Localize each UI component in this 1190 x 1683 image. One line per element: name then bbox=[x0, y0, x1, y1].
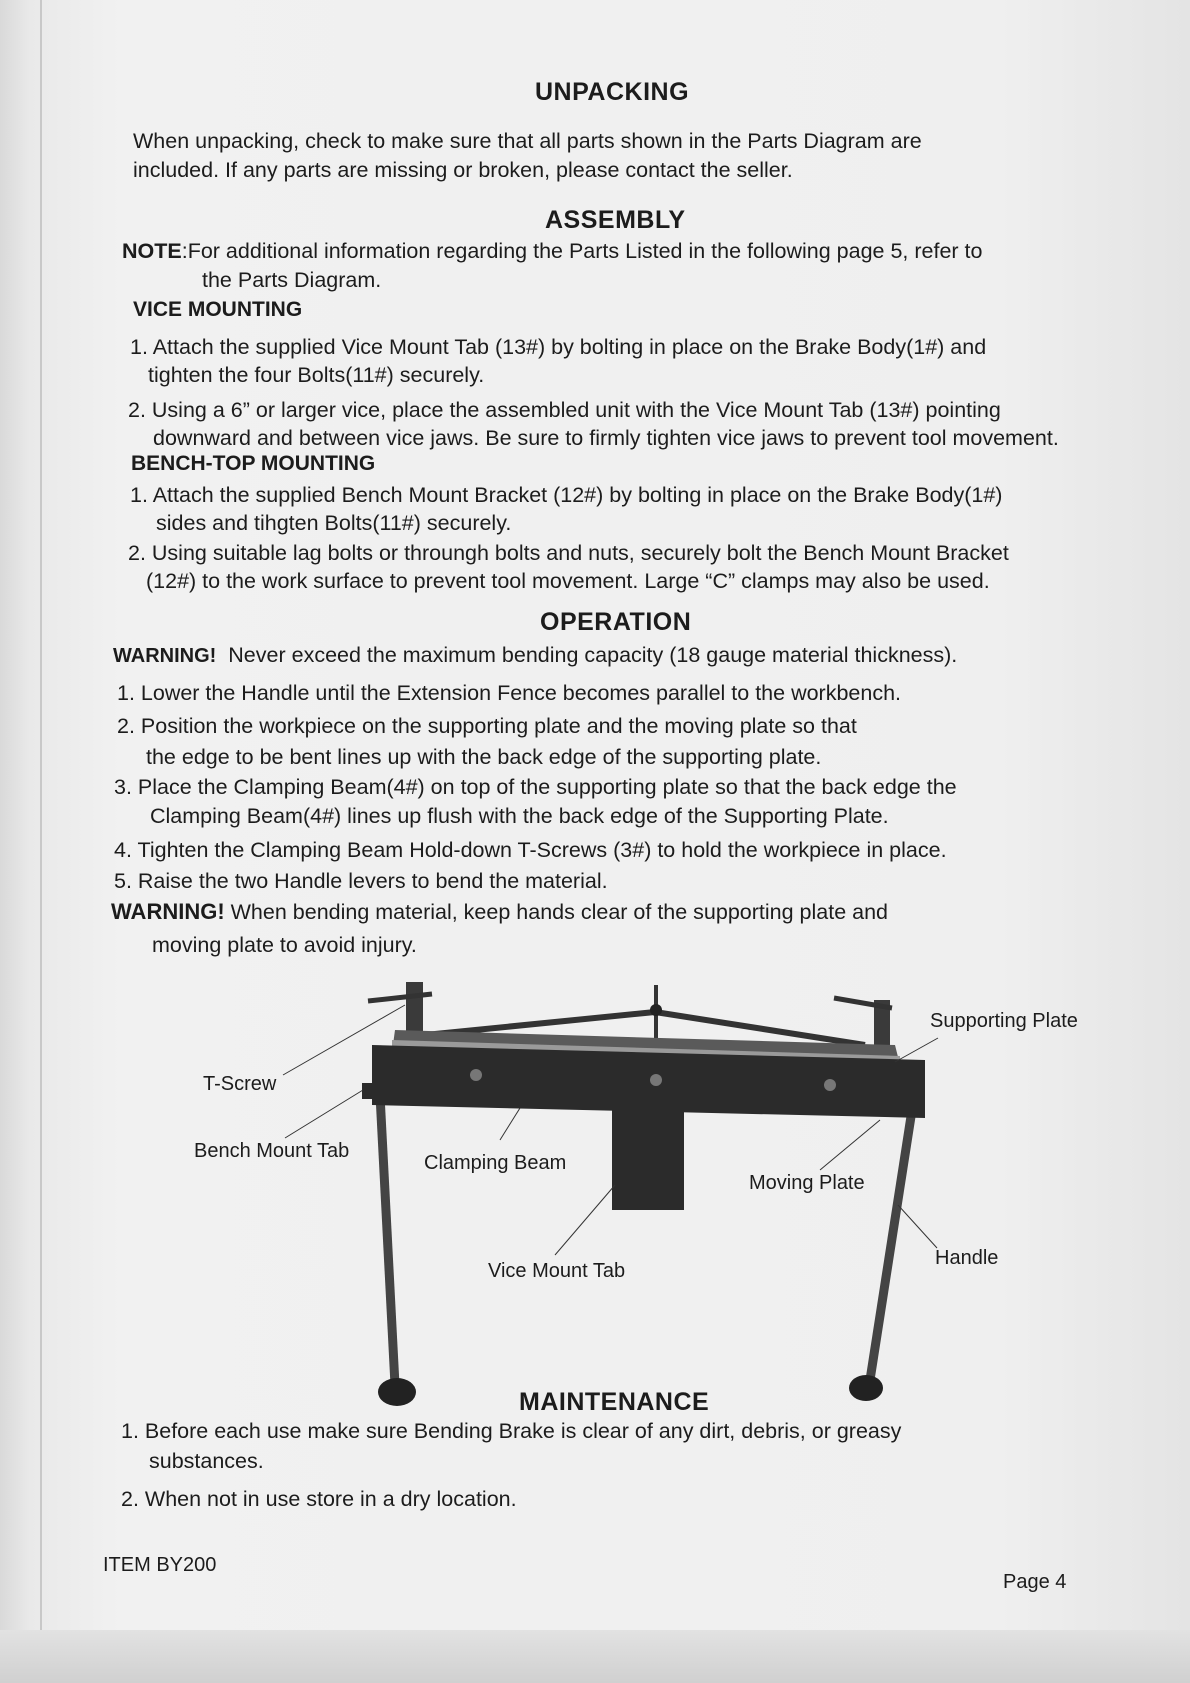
left-leg bbox=[380, 1095, 395, 1385]
note-text: :For additional information regarding the Parts Listed in the following page 5, refer to bbox=[181, 239, 983, 263]
maintenance-step-1: 1. Before each use make sure Bending Brake is clear of any dirt, debris, or greasy bbox=[121, 1419, 902, 1443]
vice-mounting-heading: VICE MOUNTING bbox=[133, 298, 303, 321]
bench-mount-tab-shape bbox=[362, 1083, 378, 1099]
bolt-3 bbox=[824, 1079, 836, 1091]
label-vice-mount-tab: Vice Mount Tab bbox=[488, 1260, 626, 1282]
leader-handle bbox=[898, 1205, 937, 1248]
label-moving-plate: Moving Plate bbox=[749, 1172, 865, 1194]
label-bench-mount-tab: Bench Mount Tab bbox=[194, 1140, 350, 1162]
operation-step-3: 3. Place the Clamping Beam(4#) on top of the supporting plate so that the back edge the bbox=[114, 775, 957, 799]
assembly-note-line-2: the Parts Diagram. bbox=[202, 268, 382, 292]
label-handle: Handle bbox=[935, 1247, 999, 1269]
leader-bench-mount-tab bbox=[285, 1090, 363, 1138]
handle-pivot bbox=[650, 1004, 662, 1016]
maintenance-step-2: 2. When not in use store in a dry location. bbox=[121, 1487, 517, 1511]
operation-step-5: 5. Raise the two Handle levers to bend the material. bbox=[114, 869, 608, 893]
vice-mount-tab-shape bbox=[612, 1108, 684, 1210]
label-t-screw: T-Screw bbox=[203, 1073, 277, 1095]
bench-step-1-cont: sides and tihgten Bolts(11#) securely. bbox=[156, 511, 512, 535]
vice-step-1: 1. Attach the supplied Vice Mount Tab (13#) by bolting in place on the Brake Body(1#) and bbox=[130, 335, 987, 359]
page-number: Page 4 bbox=[1003, 1571, 1067, 1593]
vice-step-1-cont: tighten the four Bolts(11#) securely. bbox=[148, 363, 485, 387]
maintenance-step-1-cont: substances. bbox=[149, 1449, 264, 1473]
maintenance-heading: MAINTENANCE bbox=[519, 1388, 710, 1416]
operation-heading: OPERATION bbox=[540, 608, 692, 636]
item-number: ITEM BY200 bbox=[103, 1554, 217, 1576]
leader-moving-plate bbox=[820, 1120, 880, 1170]
right-foot bbox=[849, 1375, 883, 1401]
bolt-2 bbox=[650, 1074, 662, 1086]
vice-step-2: 2. Using a 6” or larger vice, place the assembled unit with the Vice Mount Tab (13#) pointing bbox=[128, 398, 1001, 422]
bench-top-mounting-heading: BENCH-TOP MOUNTING bbox=[131, 452, 376, 475]
unpacking-line-1: When unpacking, check to make sure that all parts shown in the Parts Diagram are bbox=[133, 129, 922, 153]
warning-text: Never exceed the maximum bending capacity (18 gauge material thickness). bbox=[228, 643, 958, 667]
operation-step-3-cont: Clamping Beam(4#) lines up flush with the back edge of the Supporting Plate. bbox=[150, 804, 889, 828]
warning-label: WARNING! bbox=[113, 645, 217, 667]
label-supporting-plate: Supporting Plate bbox=[930, 1010, 1078, 1032]
handle-arm-left bbox=[425, 1012, 655, 1035]
left-foot bbox=[378, 1378, 416, 1406]
warning-text-2: When bending material, keep hands clear of the supporting plate and bbox=[230, 900, 889, 924]
unpacking-line-2: included. If any parts are missing or broken, please contact the seller. bbox=[133, 158, 793, 182]
operation-step-1: 1. Lower the Handle until the Extension Fence becomes parallel to the workbench. bbox=[117, 681, 902, 705]
vice-step-2-cont: downward and between vice jaws. Be sure to firmly tighten vice jaws to prevent tool movement. bbox=[153, 426, 1059, 450]
warning-label-2: WARNING! bbox=[111, 899, 225, 924]
label-clamping-beam: Clamping Beam bbox=[424, 1152, 567, 1174]
right-leg bbox=[870, 1110, 912, 1380]
leader-supporting-plate bbox=[895, 1038, 938, 1062]
note-label: NOTE bbox=[122, 239, 182, 263]
bolt-1 bbox=[470, 1069, 482, 1081]
bench-step-2-cont: (12#) to the work surface to prevent tool movement. Large “C” clamps may also be used. bbox=[146, 569, 990, 593]
operation-step-2: 2. Position the workpiece on the supporting plate and the moving plate so that bbox=[117, 714, 857, 738]
leader-vice-mount-tab bbox=[555, 1185, 615, 1255]
unpacking-heading: UNPACKING bbox=[535, 78, 690, 106]
bench-step-2: 2. Using suitable lag bolts or throungh bolts and nuts, securely bolt the Bench Mount Bracket bbox=[128, 541, 1009, 565]
bench-step-1: 1. Attach the supplied Bench Mount Bracket (12#) by bolting in place on the Brake Body(1#) bbox=[130, 483, 1003, 507]
leader-clamping-beam bbox=[500, 1108, 520, 1140]
operation-warning-2-cont: moving plate to avoid injury. bbox=[152, 933, 417, 957]
operation-step-2-cont: the edge to be bent lines up with the back edge of the supporting plate. bbox=[146, 745, 822, 769]
assembly-heading: ASSEMBLY bbox=[545, 206, 686, 234]
operation-step-4: 4. Tighten the Clamping Beam Hold-down T-Screws (3#) to hold the workpiece in place. bbox=[114, 838, 947, 862]
